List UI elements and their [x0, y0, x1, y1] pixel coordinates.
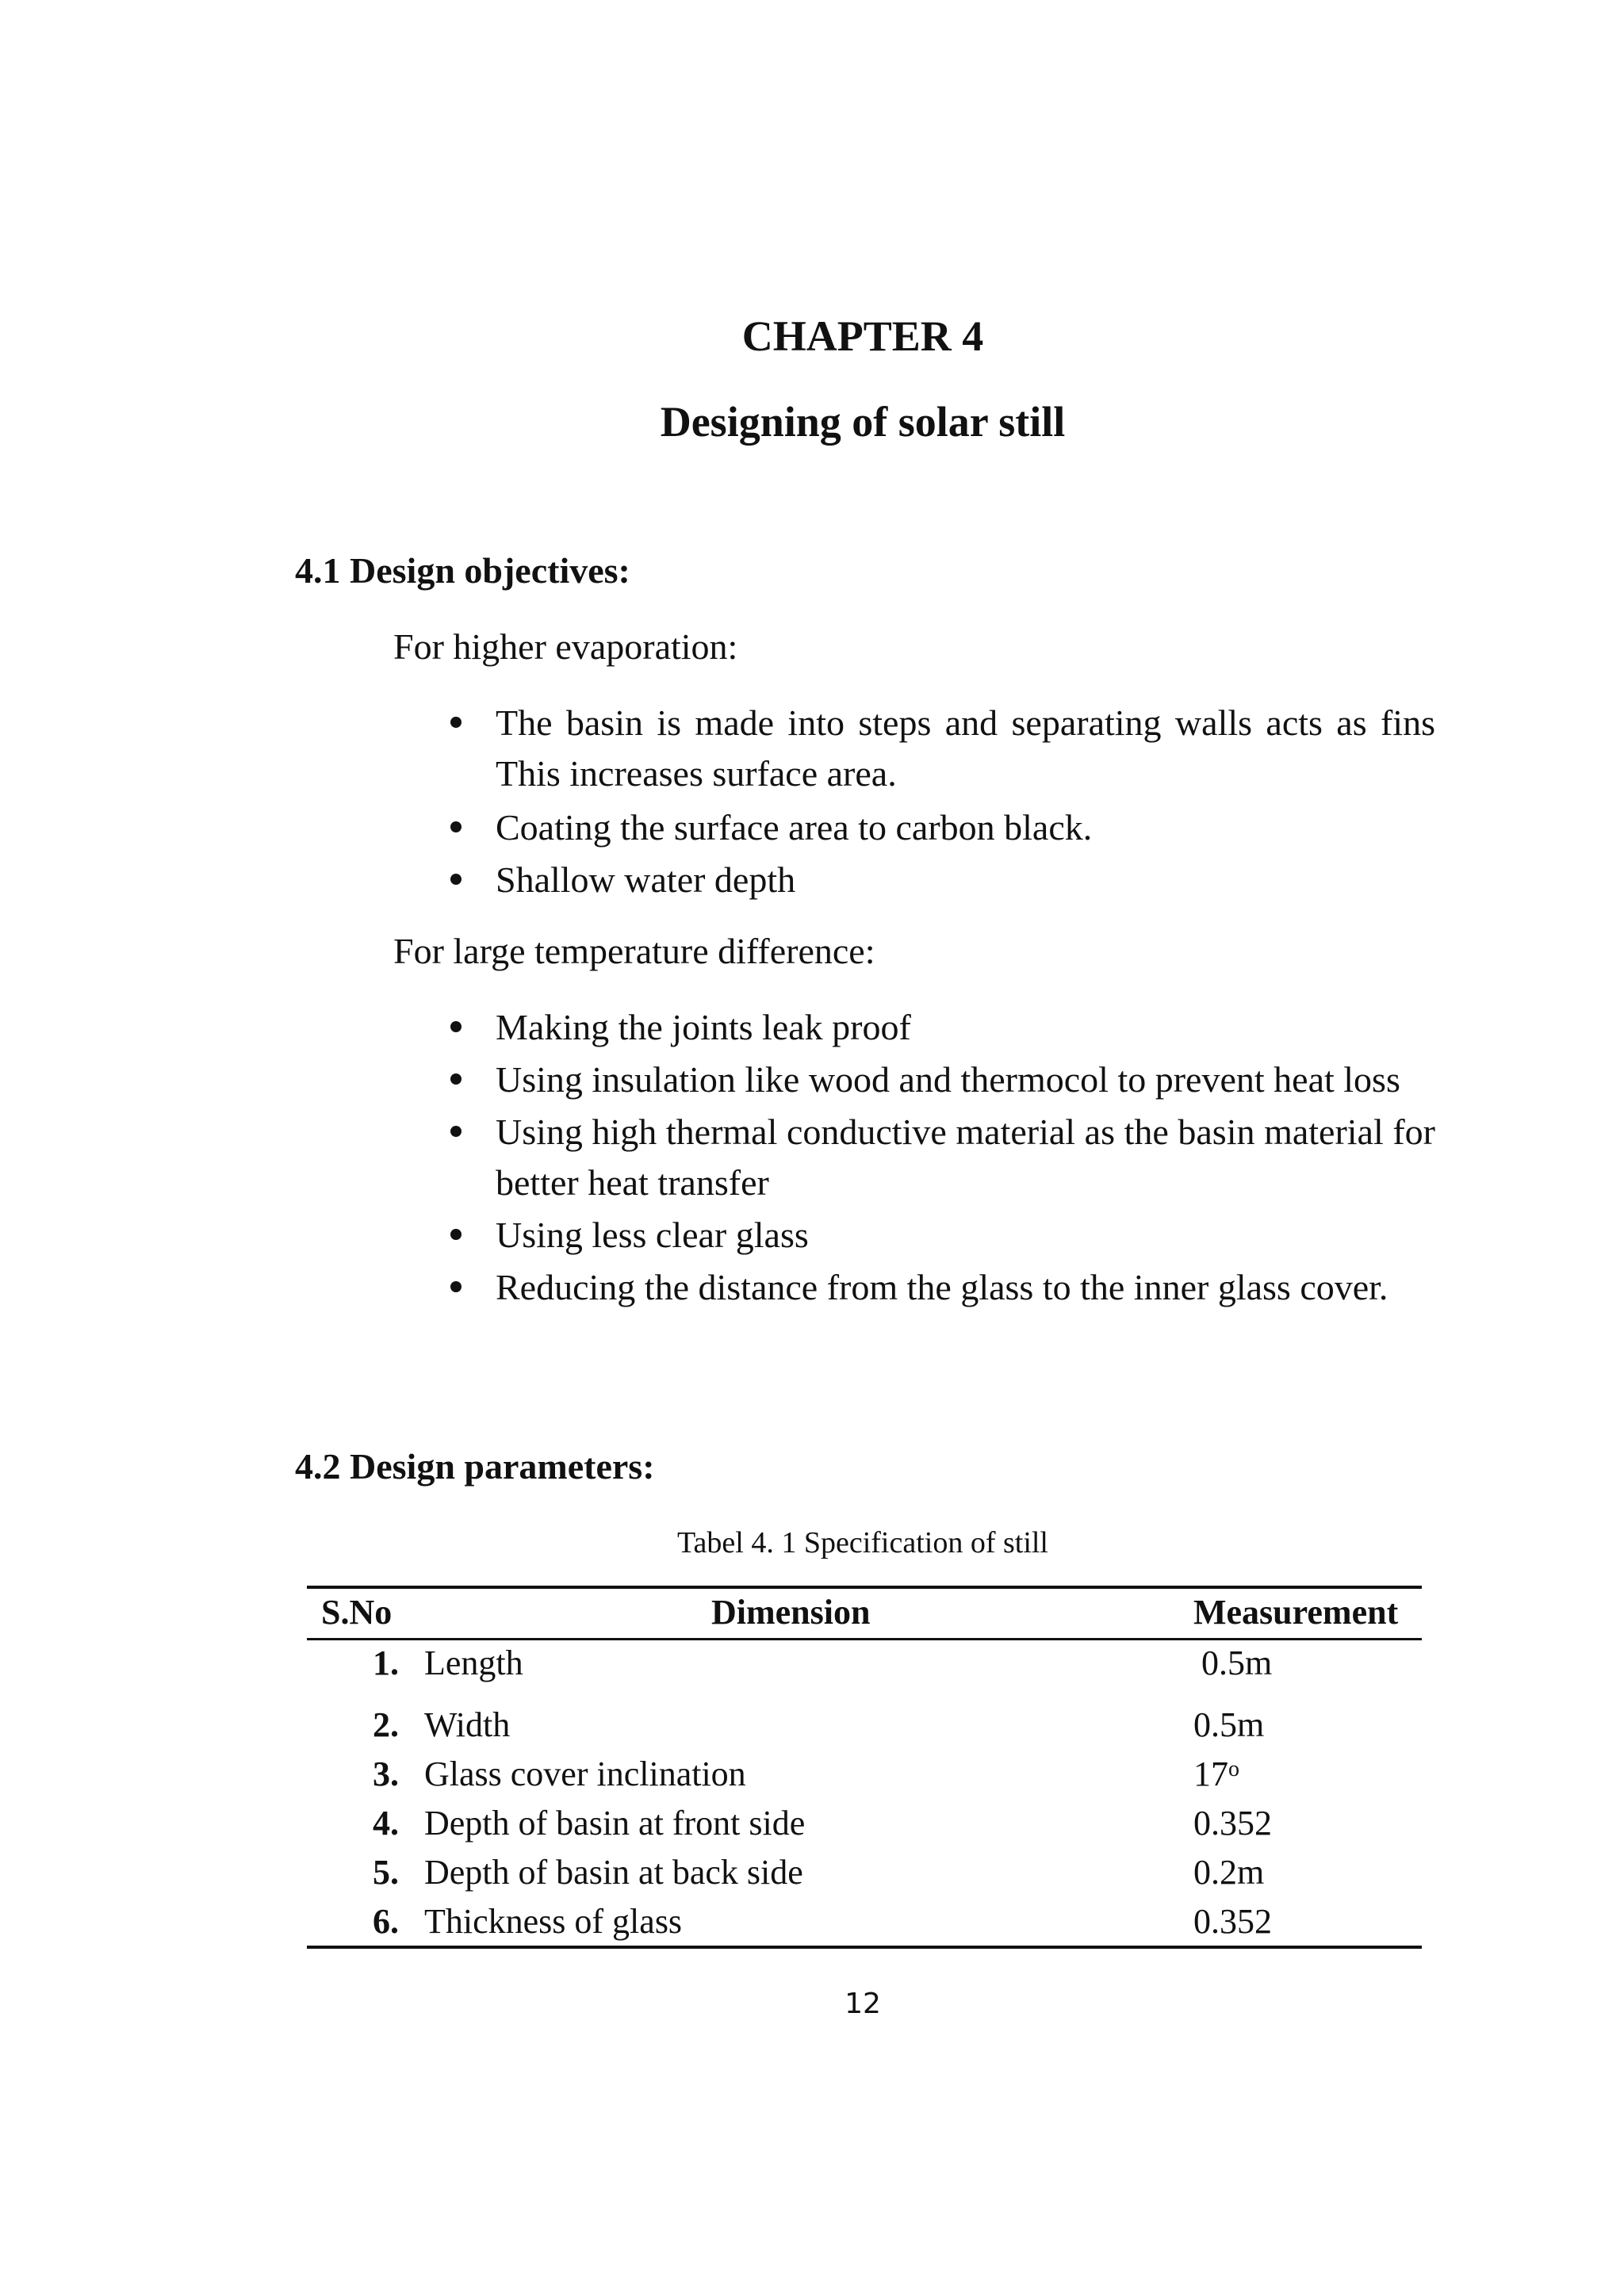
- cell-sno: 2.: [373, 1705, 399, 1744]
- column-header-dimension: Dimension: [711, 1593, 871, 1632]
- section-heading-design-parameters: 4.2 Design parameters:: [295, 1446, 655, 1487]
- bullet-icon: [450, 1126, 462, 1137]
- cell-measurement: 0.352: [1193, 1804, 1272, 1843]
- cell-measurement: [1193, 1752, 1239, 1797]
- list-item: Coating the surface area to carbon black.: [444, 802, 1435, 853]
- degree-superscript: o: [1228, 1757, 1239, 1781]
- table-top-rule: [307, 1586, 1422, 1589]
- cell-sno: 1.: [373, 1644, 399, 1682]
- chapter-label: CHAPTER 4: [741, 312, 984, 360]
- table-header-rule: [307, 1638, 1422, 1640]
- list-item: Using high thermal conductive material as the basin material for better heat transfer: [444, 1107, 1435, 1208]
- table-bottom-rule: [307, 1946, 1422, 1949]
- bullet-icon: [450, 1229, 462, 1240]
- list-item: Making the joints leak proof: [444, 1002, 1435, 1053]
- cell-dimension: Glass cover inclination: [424, 1755, 746, 1793]
- cell-sno: 6.: [373, 1902, 399, 1941]
- table-row: [307, 1900, 1422, 1944]
- cell-sno: 3.: [373, 1755, 399, 1793]
- table-row: [307, 1752, 1422, 1797]
- list-item: The basin is made into steps and separating walls acts as fins This increases surface area.: [444, 698, 1435, 799]
- cell-dimension: Length: [424, 1644, 523, 1682]
- table-row: [307, 1850, 1422, 1895]
- bullet-icon: [450, 821, 462, 832]
- bullet-icon: [450, 1073, 462, 1085]
- cell-dimension: Depth of basin at back side: [424, 1853, 803, 1892]
- subheading-temperature-difference: For large temperature difference:: [393, 931, 875, 971]
- list-item: Shallow water depth: [444, 855, 1435, 905]
- table-row: [307, 1703, 1422, 1747]
- cell-dimension: Thickness of glass: [424, 1902, 683, 1941]
- list-item: Using less clear glass: [444, 1210, 1435, 1261]
- cell-measurement: 0.5m: [1201, 1644, 1273, 1682]
- table-caption: Tabel 4. 1 Specification of still: [676, 1526, 1048, 1559]
- list-item: Reducing the distance from the glass to the inner glass cover.: [444, 1262, 1435, 1313]
- cell-dimension: Depth of basin at front side: [424, 1804, 806, 1843]
- subheading-higher-evaporation: For higher evaporation:: [393, 626, 738, 667]
- chapter-title: Designing of solar still: [660, 398, 1066, 446]
- bullet-icon: [450, 1281, 462, 1292]
- bullet-list-higher-evaporation: [444, 698, 1435, 905]
- section-heading-design-objectives: 4.1 Design objectives:: [295, 550, 630, 591]
- table-row: [307, 1641, 1422, 1686]
- cell-sno: 5.: [373, 1853, 399, 1892]
- column-header-sno: S.No: [321, 1593, 393, 1632]
- bullet-icon: [450, 874, 462, 885]
- bullet-list-temperature-difference: [444, 1002, 1435, 1313]
- cell-measurement: 0.5m: [1193, 1705, 1265, 1744]
- bullet-icon: [450, 717, 462, 728]
- cell-sno: 4.: [373, 1804, 399, 1843]
- cell-measurement: 0.352: [1193, 1902, 1272, 1941]
- table-row: [307, 1801, 1422, 1846]
- cell-measurement: 0.2m: [1193, 1853, 1265, 1892]
- cell-dimension: Width: [424, 1705, 511, 1744]
- page-number: 12: [845, 1988, 881, 2020]
- list-item: Using insulation like wood and thermocol to prevent heat loss: [444, 1054, 1435, 1105]
- measurement-value: 17: [1193, 1755, 1228, 1793]
- bullet-icon: [450, 1021, 462, 1032]
- column-header-measurement: Measurement: [1193, 1593, 1399, 1632]
